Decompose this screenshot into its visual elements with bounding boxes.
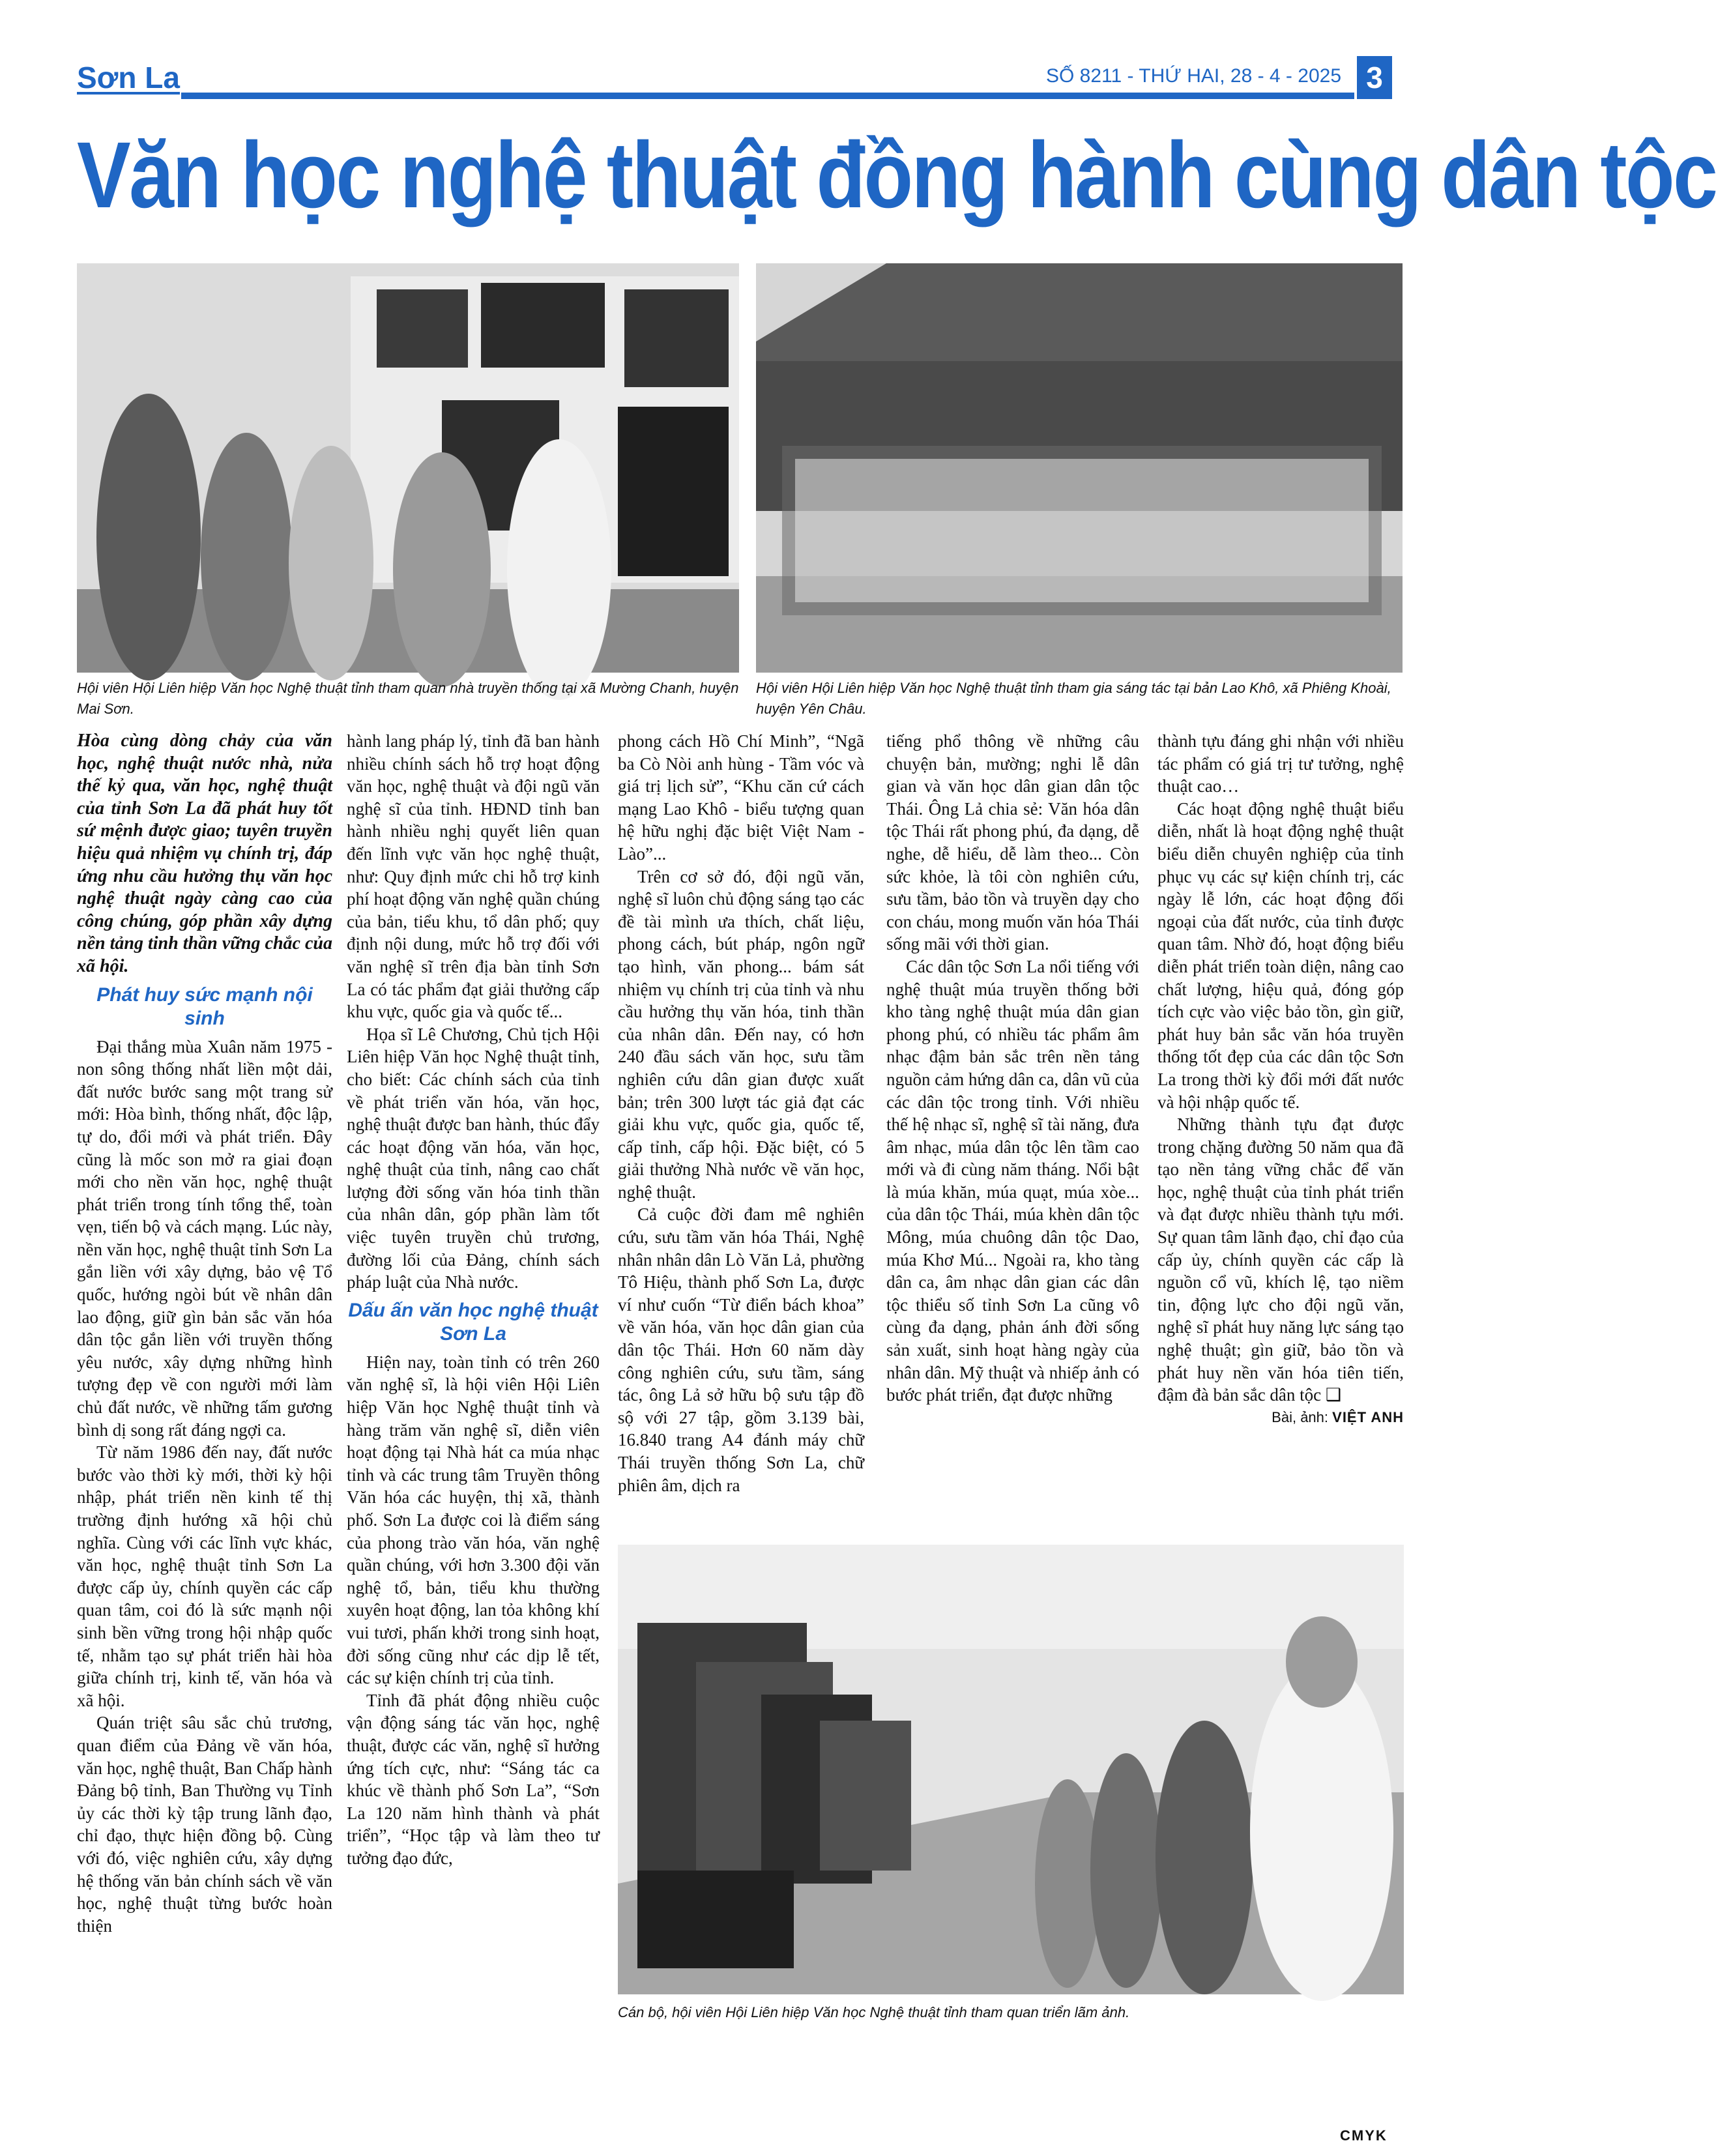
article-lead: Hòa cùng dòng chảy của văn học, nghệ thuật nước nhà, nửa thế kỷ qua, văn học, nghệ thuật của tỉnh Sơn La đã phát huy tốt sứ mệnh được giao; tuyên truyền hiệu quả nhiệm vụ chính trị, đáp ứng nhu cầu hưởng thụ văn học nghệ thuật ngày càng cao của công chúng, góp phần xây dựng nền tảng tinh thần vững chắc của xã hội. xyxy=(77,731,332,976)
article-column-3 xyxy=(618,730,864,1496)
article-column-2 xyxy=(347,730,600,1870)
header-rule xyxy=(181,93,1354,99)
paragraph: Tỉnh đã phát động nhiều cuộc vận động sáng tác văn học, nghệ thuật, được các văn, nghệ sĩ hưởng ứng tích cực, như: “Sáng tác ca khúc về thành phố Sơn La”, “Sơn La 120 năm hình thành và phát triển”, “Học tập và làm theo tư tưởng đạo đức, xyxy=(347,1690,600,1868)
page-number: 3 xyxy=(1357,56,1392,99)
photo-group-lao-kho xyxy=(756,263,1403,673)
paragraph: Cả cuộc đời đam mê nghiên cứu, sưu tầm văn hóa Thái, Nghệ nhân nhân dân Lò Văn Lả, phường Tô Hiệu, thành phố Sơn La, được ví như cuốn “Từ điển bách khoa” về văn hóa, văn học dân gian của dân tộc Thái. Hơn 60 năm dày công nghiên cứu, sưu tầm, sáng tác, ông Lả sở hữu bộ sưu tập đồ sộ với 27 tập, gồm 3.139 bài, 16.840 trang A4 đánh máy chữ Thái truyền thống Sơn La, chữ phiên âm, dịch ra xyxy=(618,1204,864,1495)
subhead-noi-sinh: Phát huy sức mạnh nội sinh xyxy=(96,983,313,1029)
paragraph: Hiện nay, toàn tỉnh có trên 260 văn nghệ sĩ, là hội viên Hội Liên hiệp Văn học Nghệ thuật tỉnh và hàng trăm văn nghệ sĩ, diễn viên hoạt động tại Nhà hát ca múa nhạc tỉnh và các trung tâm Truyền thông Văn hóa các huyện, thị xã, thành phố. Sơn La được coi là điểm sáng của phong trào văn hóa, văn nghệ quần chúng, với hơn 3.300 đội văn nghệ tổ, bản, tiểu khu thường xuyên hoạt động, lan tỏa không khí vui tươi, phấn khởi trong sinh hoạt, đời sống cũng như các dịp lễ tết, các sự kiện chính trị của tỉnh. xyxy=(347,1352,600,1688)
photo-museum-visit xyxy=(77,263,739,673)
article-column-5 xyxy=(1157,730,1404,1429)
paragraph: phong cách Hồ Chí Minh”, “Ngã ba Cò Nòi anh hùng - Tầm vóc và giá trị lịch sử”, “Khu căn cứ cách mạng Lao Khô - biểu tượng quan hệ hữu nghị đặc biệt Việt Nam - Lào”... xyxy=(618,731,864,864)
paragraph: Những thành tựu đạt được trong chặng đường 50 năm qua đã tạo nền tảng vững chắc để văn học, nghệ thuật của tỉnh phát triển và đạt được nhiều thành tựu mới. Sự quan tâm lãnh đạo, chỉ đạo của cấp ủy, chính quyền các cấp là nguồn cổ vũ, khích lệ, tạo niềm tin, động lực cho đội ngũ văn, nghệ sĩ phát huy năng lực sáng tạo nghệ thuật; gìn giữ, bảo tồn và phát huy nền văn hóa tiên tiến, đậm đà bản sắc dân tộc ❑ xyxy=(1157,1114,1404,1405)
section-name: Sơn La xyxy=(77,61,180,95)
paragraph: Đại thắng mùa Xuân năm 1975 - non sông thống nhất liền một dải, đất nước bước sang một trang sử mới: Hòa bình, thống nhất, độc lập, tự do, đổi mới và phát triển. Đây cũng là mốc son mở ra giai đoạn mới cho nền văn học, nghệ thuật phát triển trong tính tổng thể, toàn vẹn, tiến bộ và cách mạng. Lúc này, nền văn học, nghệ thuật tỉnh Sơn La gắn liền với xây dựng, bảo vệ Tổ quốc, hướng ngòi bút về nhân dân lao động, giữ gìn bản sắc văn hóa dân tộc gắn liền với truyền thống yêu nước, xây dựng những hình tượng đẹp về con người mới làm chủ đất nước, về những tấm gương bình dị song rất đáng ngợi ca. xyxy=(77,1036,332,1440)
byline-prefix: Bài, ảnh: xyxy=(1272,1408,1329,1425)
cmyk-marker: CMYK xyxy=(1340,2127,1388,2144)
article-column-1 xyxy=(77,730,332,1937)
byline xyxy=(1157,1406,1404,1429)
caption-museum-visit: Hội viên Hội Liên hiệp Văn học Nghệ thuật tỉnh tham quan nhà truyền thống tại xã Mường Chanh, huyện Mai Sơn. xyxy=(77,680,739,717)
paragraph: Các dân tộc Sơn La nổi tiếng với nghệ thuật múa truyền thống bởi kho tàng nghệ thuật múa dân gian phong phú, có nhiều tác phẩm âm nhạc đậm bản sắc trên nền tảng nguồn cảm hứng dân ca, dân vũ của các dân tộc trong tỉnh. Với nhiều thế hệ nhạc sĩ, nghệ sĩ tài năng, đưa âm nhạc, múa dân tộc lên tầm cao mới và đi cùng năm tháng. Nổi bật là múa khăn, múa quạt, múa xòe... của dân tộc Thái, múa khèn dân tộc Mông, múa chuông dân tộc Dao, múa Khơ Mú... Ngoài ra, kho tàng dân ca, âm nhạc dân gian các dân tộc thiểu số tỉnh Sơn La cũng vô cùng đa dạng, phản ánh đời sống sản xuất, sinh hoạt hàng ngày của nhân dân. Mỹ thuật và nhiếp ảnh có bước phát triển, đạt được những xyxy=(886,956,1140,1405)
paragraph: hành lang pháp lý, tỉnh đã ban hành nhiều chính sách hỗ trợ hoạt động văn học, nghệ thuật và đội ngũ văn nghệ sĩ của tỉnh. HĐND tỉnh ban hành nhiều nghị quyết liên quan đến lĩnh vực văn học nghệ thuật, như: Quy định mức chi hỗ trợ kinh phí hoạt động văn nghệ quần chúng của bản, tiểu khu, tổ dân phố; quy định nội dung, mức hỗ trợ đối với văn nghệ sĩ trên địa bàn tỉnh Sơn La có tác phẩm đạt giải thưởng cấp khu vực, quốc gia và quốc tế... xyxy=(347,731,600,1022)
paragraph: tiếng phổ thông về những câu chuyện bản, mường; nghi lễ dân gian và văn học dân gian dân tộc Thái. Ông Lả chia sẻ: Văn hóa dân tộc Thái rất phong phú, đa dạng, dễ nghe, dễ hiểu, dễ làm theo... Còn sức khỏe, là tôi còn nghiên cứu, sưu tầm, bảo tồn và truyền dạy cho con cháu, mong muốn văn hóa Thái sống mãi với thời gian. xyxy=(886,731,1139,954)
paragraph: Từ năm 1986 đến nay, đất nước bước vào thời kỳ mới, thời kỳ hội nhập, phát triển nền kinh tế thị trường định hướng xã hội chủ nghĩa. Cùng với các lĩnh vực khác, văn học, nghệ thuật tỉnh Sơn La được cấp ủy, chính quyền các cấp quan tâm, coi đó là sức mạnh nội sinh bền vững trong hội nhập quốc tế, nhằm tạo sự phát triển hài hòa giữa chính trị, kinh tế, văn hóa và xã hội. xyxy=(77,1442,332,1710)
caption-group-lao-kho: Hội viên Hội Liên hiệp Văn học Nghệ thuật tỉnh tham gia sáng tác tại bản Lao Khô, xã Phiêng Khoài, huyện Yên Châu. xyxy=(756,680,1391,717)
byline-author: VIỆT ANH xyxy=(1332,1408,1404,1425)
paragraph: Các hoạt động nghệ thuật biểu diễn, nhất là hoạt động nghệ thuật biểu diễn chuyên nghiệp của tỉnh phục vụ các sự kiện chính trị, các ngày lễ lớn, các hoạt động đối ngoại của đất nước, của tỉnh được quan tâm. Nhờ đó, hoạt động biểu diễn phát triển toàn diện, nâng cao chất lượng, hiệu quả, đóng góp tích cực vào việc bảo tồn, gìn giữ, phát huy bản sắc văn hóa truyền thống tốt đẹp của các dân tộc Sơn La trong thời kỳ đổi mới đất nước và hội nhập quốc tế. xyxy=(1157,798,1404,1112)
subhead-dau-an: Dấu ấn văn học nghệ thuật Sơn La xyxy=(348,1299,598,1345)
photo-exhibition xyxy=(618,1545,1404,1994)
paragraph: Họa sĩ Lê Chương, Chủ tịch Hội Liên hiệp Văn học Nghệ thuật tỉnh, cho biết: Các chính sách của tỉnh về phát triển văn hóa, văn học, nghệ thuật được ban hành, thúc đẩy các hoạt động văn hóa, văn học, nghệ thuật của tỉnh, nâng cao chất lượng đời sống văn hóa tinh thần của nhân dân, góp phần làm tốt việc tuyên truyền chủ trương, đường lối của Đảng, chính sách pháp luật của Nhà nước. xyxy=(347,1024,600,1292)
issue-info: SỐ 8211 - THỨ HAI, 28 - 4 - 2025 xyxy=(1045,65,1341,87)
paragraph: Quán triệt sâu sắc chủ trương, quan điểm của Đảng về văn hóa, văn học, nghệ thuật, Ban Chấp hành Đảng bộ tỉnh, Ban Thường vụ Tỉnh ủy các thời kỳ tập trung lãnh đạo, chỉ đạo, thực hiện đồng bộ. Cùng với đó, việc nghiên cứu, xây dựng hệ thống văn bản chính sách về văn học, nghệ thuật từng bước hoàn thiện xyxy=(77,1713,332,1936)
caption-exhibition: Cán bộ, hội viên Hội Liên hiệp Văn học Nghệ thuật tỉnh tham quan triển lãm ảnh. xyxy=(618,2004,1130,2020)
article-column-4 xyxy=(886,730,1139,1406)
paragraph: thành tựu đáng ghi nhận với nhiều tác phẩm có giá trị tư tưởng, nghệ thuật cao… xyxy=(1157,731,1404,796)
paragraph: Trên cơ sở đó, đội ngũ văn, nghệ sĩ luôn chủ động sáng tạo các đề tài mình ưa thích, chất liệu, phong cách, bút pháp, ngôn ngữ tạo hình, văn phong... bám sát nhiệm vụ chính trị của tỉnh và nhu cầu hưởng thụ văn hóa, tinh thần của nhân dân. Đến nay, có hơn 240 đầu sách văn học, sưu tầm nghiên cứu dân gian được xuất bản; trên 300 lượt tác giả đạt các giải khu vực, quốc gia, quốc tế, cấp tỉnh, cấp hội. Đặc biệt, có 5 giải thưởng Nhà nước về văn học, nghệ thuật. xyxy=(618,866,864,1202)
headline: Văn học nghệ thuật đồng hành cùng dân tộc xyxy=(77,123,1716,227)
